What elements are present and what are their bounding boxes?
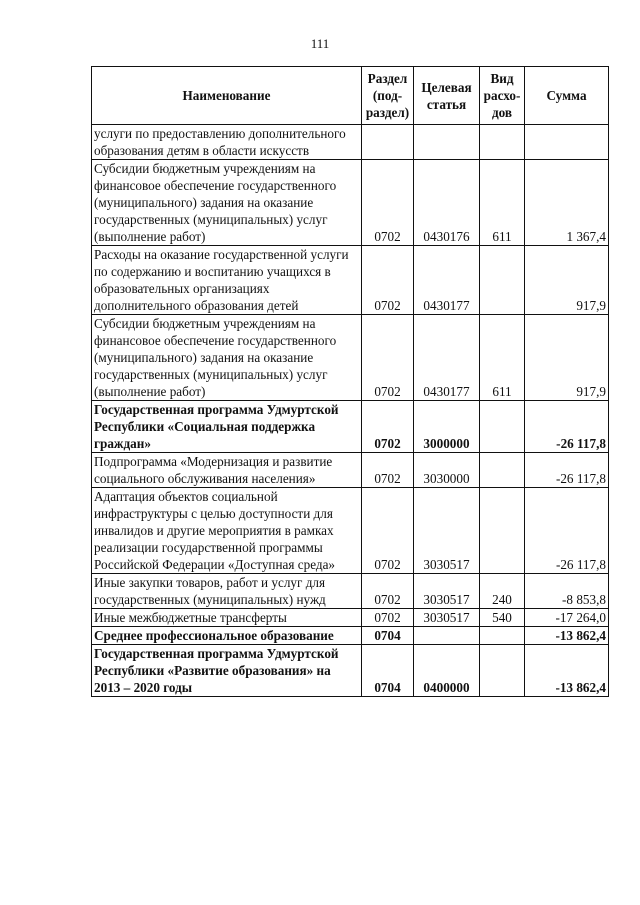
- table-row: [92, 609, 609, 627]
- row-sum: 1 367,4: [525, 160, 609, 246]
- row-section: 0702: [362, 315, 414, 401]
- table-row: [92, 125, 609, 160]
- row-target: [414, 125, 480, 160]
- table-header-row: [92, 67, 609, 125]
- row-name: Субсидии бюджетным учреждениям на финансовое обеспечение государственного (муниципального) задания на оказание государственных (муниципальных) услуг (выполнение работ): [92, 160, 362, 246]
- row-section: 0702: [362, 574, 414, 609]
- row-section: 0702: [362, 609, 414, 627]
- table-row: [92, 574, 609, 609]
- row-expense-type: [480, 453, 525, 488]
- row-name: Подпрограмма «Модернизация и развитие социального обслуживания населения»: [92, 453, 362, 488]
- row-section: 0704: [362, 627, 414, 645]
- budget-table: [91, 66, 609, 697]
- row-target: 3030517: [414, 609, 480, 627]
- row-target: 3030000: [414, 453, 480, 488]
- row-section: 0702: [362, 488, 414, 574]
- row-target: 3000000: [414, 401, 480, 453]
- row-target: 0430177: [414, 246, 480, 315]
- row-target: 0430176: [414, 160, 480, 246]
- row-sum: [525, 125, 609, 160]
- table-row: [92, 246, 609, 315]
- row-target: 3030517: [414, 488, 480, 574]
- row-name: Государственная программа Удмуртской Республики «Развитие образования» на 2013 – 2020 годы: [92, 645, 362, 697]
- row-name: Государственная программа Удмуртской Республики «Социальная поддержка граждан»: [92, 401, 362, 453]
- row-sum: -26 117,8: [525, 488, 609, 574]
- row-sum: -8 853,8: [525, 574, 609, 609]
- row-name: услуги по предоставлению дополнительного образования детям в области искусств: [92, 125, 362, 160]
- row-section: 0702: [362, 401, 414, 453]
- page-number: 111: [310, 36, 330, 51]
- header-sum: Сумма: [525, 67, 609, 125]
- header-section: Раздел (под-раздел): [362, 67, 414, 125]
- row-sum: -13 862,4: [525, 627, 609, 645]
- row-target: 0400000: [414, 645, 480, 697]
- table-row: [92, 627, 609, 645]
- row-section: 0704: [362, 645, 414, 697]
- row-sum: -17 264,0: [525, 609, 609, 627]
- table-row: [92, 315, 609, 401]
- row-expense-type: 611: [480, 160, 525, 246]
- row-section: [362, 125, 414, 160]
- row-expense-type: [480, 246, 525, 315]
- table-row: [92, 160, 609, 246]
- row-expense-type: [480, 627, 525, 645]
- row-expense-type: [480, 645, 525, 697]
- row-sum: -26 117,8: [525, 453, 609, 488]
- row-name: Иные межбюджетные трансферты: [92, 609, 362, 627]
- row-sum: -13 862,4: [525, 645, 609, 697]
- row-target: 3030517: [414, 574, 480, 609]
- row-name: Субсидии бюджетным учреждениям на финансовое обеспечение государственного (муниципального) задания на оказание государственных (муниципальных) услуг (выполнение работ): [92, 315, 362, 401]
- table-row: [92, 645, 609, 697]
- row-expense-type: 611: [480, 315, 525, 401]
- row-expense-type: 540: [480, 609, 525, 627]
- row-section: 0702: [362, 453, 414, 488]
- row-name: Расходы на оказание государственной услуги по содержанию и воспитанию учащихся в образовательных организациях дополнительного образования детей: [92, 246, 362, 315]
- row-section: 0702: [362, 246, 414, 315]
- row-sum: 917,9: [525, 315, 609, 401]
- header-target: Целевая статья: [414, 67, 480, 125]
- table-row: [92, 401, 609, 453]
- row-sum: -26 117,8: [525, 401, 609, 453]
- row-name: Иные закупки товаров, работ и услуг для государственных (муниципальных) нужд: [92, 574, 362, 609]
- header-expense-type: Вид расхо-дов: [480, 67, 525, 125]
- row-sum: 917,9: [525, 246, 609, 315]
- row-name: Адаптация объектов социальной инфраструктуры с целью доступности для инвалидов и другие мероприятия в рамках реализации государственной программы Российской Федерации «Доступная среда»: [92, 488, 362, 574]
- row-expense-type: [480, 401, 525, 453]
- row-section: 0702: [362, 160, 414, 246]
- row-expense-type: 240: [480, 574, 525, 609]
- row-expense-type: [480, 125, 525, 160]
- row-expense-type: [480, 488, 525, 574]
- table-row: [92, 453, 609, 488]
- table-row: [92, 488, 609, 574]
- header-name: Наименование: [92, 67, 362, 125]
- row-name: Среднее профессиональное образование: [92, 627, 362, 645]
- row-target: 0430177: [414, 315, 480, 401]
- row-target: [414, 627, 480, 645]
